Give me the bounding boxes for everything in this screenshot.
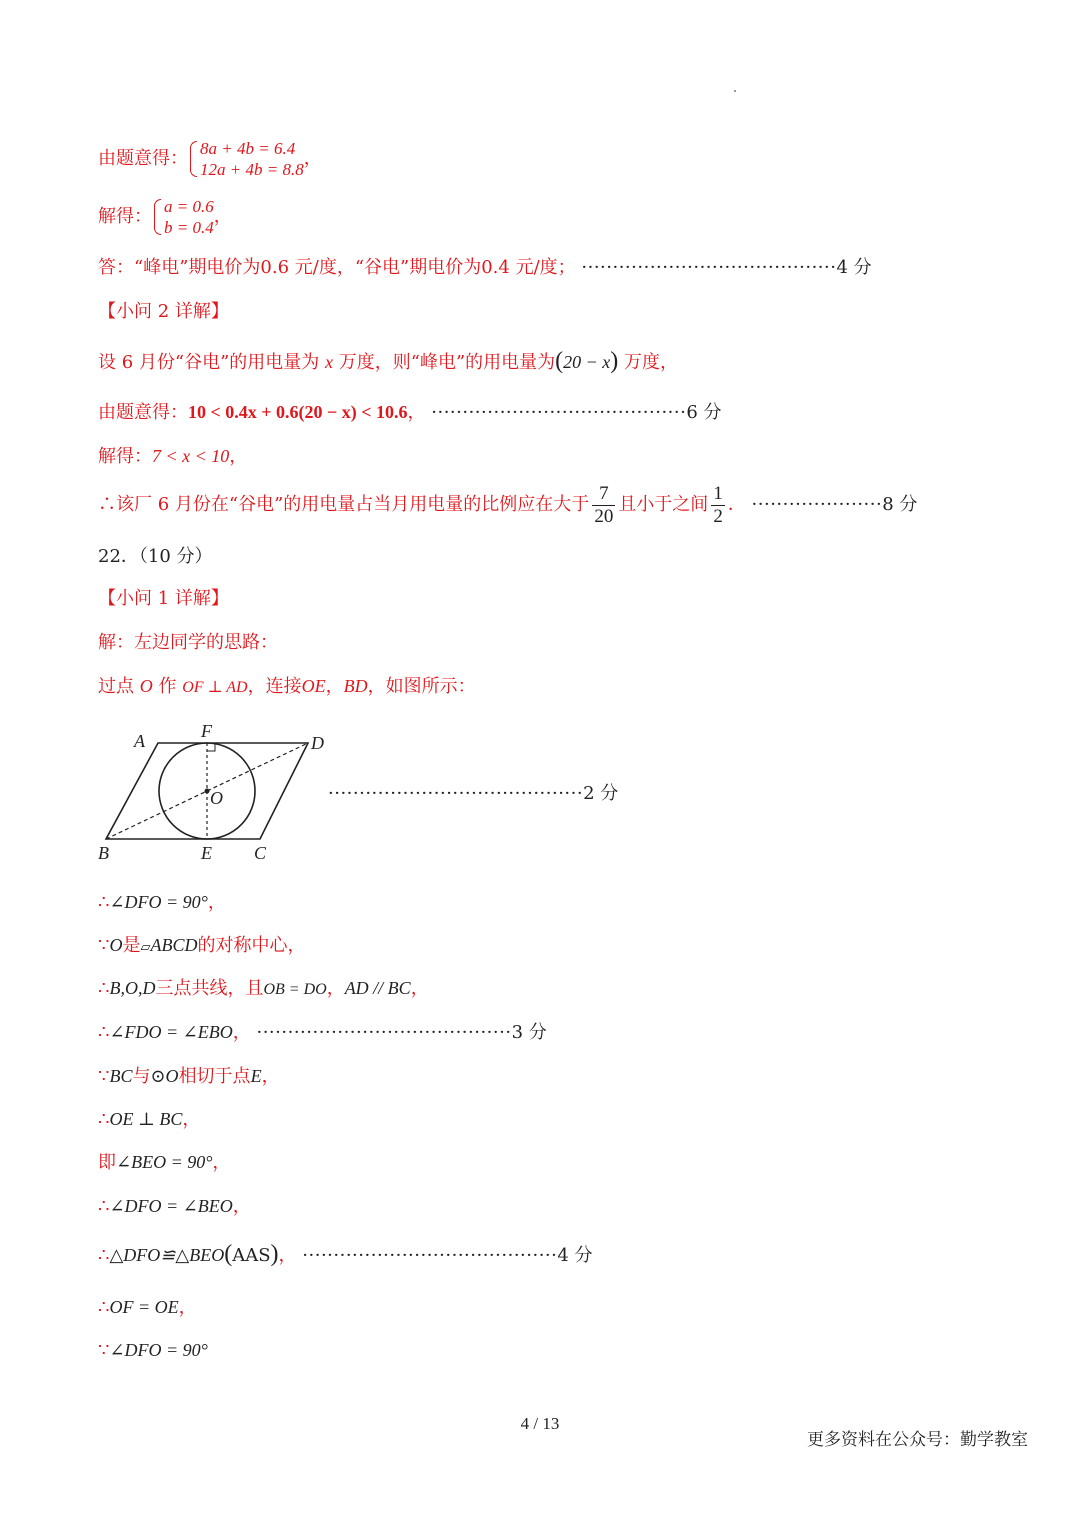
proof-step-6	[98, 1107, 200, 1132]
proof-step-10	[98, 1295, 197, 1320]
denominator: 20	[594, 505, 614, 527]
text: 的对称中心，	[197, 935, 306, 956]
fraction-1-2	[711, 483, 725, 528]
label-F: F	[201, 721, 212, 741]
text: ，如图所示：	[367, 676, 476, 697]
question-22-title: 22．（10 分）	[98, 546, 213, 567]
proof-step-8	[98, 1194, 251, 1219]
punct: ，	[212, 1152, 231, 1173]
text: 万度，	[618, 352, 679, 373]
segment-BD: BD	[343, 676, 368, 696]
text: 三点共线，且	[155, 978, 264, 999]
therefore-symbol: ∴	[98, 1297, 110, 1318]
score-label: 6 分	[686, 402, 722, 423]
math: ∠DFO = 90°	[109, 892, 208, 912]
label-prefix: 解得：	[98, 206, 152, 227]
text: 即	[98, 1152, 116, 1173]
range: 7 < x < 10	[152, 446, 230, 466]
because-symbol: ∵	[98, 935, 110, 956]
text: 设 6 月份“谷电”的用电量为	[98, 352, 326, 373]
punct: ，	[213, 206, 232, 227]
punct: ，	[182, 1109, 201, 1130]
punct: ，	[232, 1022, 251, 1043]
line-conclusion-ratio	[98, 482, 917, 528]
figure-score-line	[328, 782, 618, 806]
proof-step-2	[98, 933, 305, 960]
therefore-symbol: ∴	[98, 1022, 110, 1043]
parallelogram-figure	[92, 715, 342, 870]
score-leader-dots: ·········································	[328, 783, 584, 804]
name-ABCD: ABCD	[150, 935, 198, 955]
point-O: O	[139, 676, 153, 696]
math: OE ⊥ BC	[109, 1109, 183, 1129]
punct: ，	[232, 1196, 251, 1217]
punct: ，	[303, 148, 322, 169]
var-x: x	[325, 352, 334, 372]
punct: ，	[326, 978, 345, 999]
label-O: O	[210, 788, 223, 808]
line-approach: 解：左边同学的思路：	[98, 632, 278, 653]
score-leader-dots: ·········································	[256, 1022, 512, 1043]
numerator: 1	[713, 482, 723, 504]
therefore-symbol: ∴	[98, 1196, 110, 1217]
center-dot	[205, 789, 210, 794]
punct: ．	[727, 494, 746, 515]
point-E: E	[250, 1066, 262, 1086]
equation-1: 8a + 4b = 6.4	[200, 139, 296, 158]
parallelogram-symbol: ▱	[140, 940, 151, 955]
math: OB = DO	[263, 981, 327, 998]
circle-O: ⊙O	[150, 1066, 179, 1086]
score-leader-dots: ·····················	[751, 494, 883, 515]
score-label: 2 分	[583, 783, 619, 804]
equation-system	[190, 138, 304, 180]
score-leader-dots: ·········································	[431, 402, 687, 423]
line-solution-range	[98, 444, 247, 469]
numerator: 7	[592, 483, 615, 506]
proof-step-3	[98, 976, 429, 1002]
line-equation-system	[98, 138, 322, 180]
because-symbol: ∵	[98, 1066, 110, 1087]
punct: ，	[410, 978, 429, 999]
section-header-q1: 【小问 1 详解】	[98, 588, 229, 609]
score-label: 3 分	[511, 1022, 547, 1043]
text: 是	[122, 935, 141, 956]
label-prefix: 由题意得：	[98, 148, 188, 169]
fraction-7-20	[592, 483, 615, 528]
therefore-symbol: ∴	[98, 978, 110, 999]
expression: 20 − x	[563, 352, 611, 372]
equation-2: 12a + 4b = 8.8	[200, 160, 304, 179]
punct: ，	[178, 1297, 197, 1318]
speck	[734, 90, 736, 92]
denominator: 2	[713, 505, 723, 527]
perpendicular: OF ⊥ AD	[182, 679, 248, 696]
math: △DFO≌△BEO	[109, 1245, 225, 1265]
proof-step-5	[98, 1064, 280, 1089]
text: 过点	[98, 676, 140, 697]
proof-step-1	[98, 890, 226, 915]
line-inequality	[98, 400, 722, 425]
math: ∠FDO = ∠EBO	[109, 1022, 233, 1042]
punct: ，	[407, 402, 426, 423]
punct: ，	[229, 446, 248, 467]
punct: ，	[278, 1245, 297, 1266]
page-number: 4 / 13	[520, 1414, 560, 1433]
text: ，连接	[247, 676, 302, 697]
text: 与	[132, 1066, 151, 1087]
math: ∠DFO = ∠BEO	[109, 1196, 233, 1216]
proof-step-7	[98, 1150, 230, 1175]
proof-step-4	[98, 1020, 547, 1045]
segment-OE: OE	[301, 676, 326, 696]
score-label: 8 分	[882, 494, 918, 515]
label-prefix: 由题意得：	[98, 402, 188, 423]
point-O: O	[109, 935, 123, 955]
inequality: 10 < 0.4x + 0.6(20 − x) < 10.6	[188, 402, 408, 422]
line-answer-prices	[98, 256, 872, 280]
text: 相切于点	[178, 1066, 251, 1087]
label-prefix: 解得：	[98, 446, 152, 467]
label-C: C	[254, 843, 267, 863]
therefore-symbol: ∴	[98, 1245, 110, 1266]
points: B,O,D	[109, 978, 156, 998]
punct: ，	[261, 1066, 280, 1087]
score-label: 4 分	[836, 257, 872, 278]
proof-step-9: ∴△DFO≌△BEO(AAS)， ·········································4 分	[98, 1241, 593, 1267]
because-symbol: ∵	[98, 1340, 110, 1361]
text: ，	[325, 676, 344, 697]
label-B: B	[98, 843, 109, 863]
therefore-symbol: ∴	[98, 892, 110, 913]
line-setup-variable: 设 6 月份“谷电”的用电量为 x 万度，则“峰电”的用电量为(20 − x) 万度，	[98, 348, 679, 374]
math: OF = OE	[109, 1297, 179, 1317]
text: 且小于之间	[618, 494, 709, 515]
label-D: D	[311, 733, 324, 753]
text: ∴该厂 6 月份在“谷电”的用电量占当月用电量的比例应在大于	[98, 494, 590, 515]
score-leader-dots: ·········································	[302, 1245, 558, 1266]
solution-b: b = 0.4	[164, 218, 214, 237]
label-A: A	[134, 731, 145, 751]
line-construction	[98, 674, 476, 700]
congruence-rule: AAS	[232, 1245, 271, 1266]
math: AD // BC	[344, 978, 411, 998]
math: ∠BEO = 90°	[116, 1152, 213, 1172]
score-leader-dots: ·········································	[581, 257, 837, 278]
therefore-symbol: ∴	[98, 1109, 110, 1130]
solution-system	[154, 196, 214, 238]
answer-text: 答：“峰电”期电价为0.6 元/度，“谷电”期电价为0.4 元/度；	[98, 257, 576, 278]
math: ∠DFO = 90°	[109, 1340, 208, 1360]
punct: ，	[207, 892, 226, 913]
score-label: 4 分	[557, 1245, 593, 1266]
text: 万度，则“峰电”的用电量为	[333, 352, 556, 373]
section-header-q2: 【小问 2 详解】	[98, 301, 229, 322]
text: 作	[152, 676, 183, 697]
footer-note: 更多资料在公众号：勤学教室	[807, 1430, 1028, 1450]
solution-a: a = 0.6	[164, 197, 214, 216]
line-solution-system	[98, 196, 232, 238]
label-E: E	[201, 843, 212, 863]
segment-BC: BC	[109, 1066, 133, 1086]
proof-step-11	[98, 1338, 208, 1363]
